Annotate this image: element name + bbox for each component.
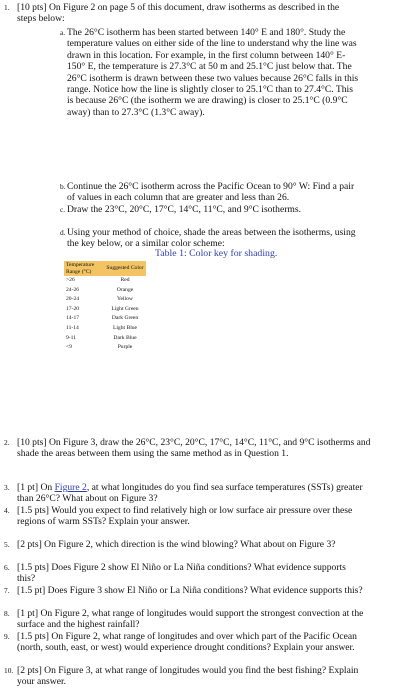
sub-text: Draw the 23°C, 20°C, 17°C, 14°C, 11°C, and 9°C isotherms.	[67, 204, 301, 215]
range-cell: 24-26	[66, 286, 80, 293]
sub-marker: d.	[60, 228, 66, 237]
sub-text: Continue the 26°C isotherm across the Pacific Ocean to 90° W: Find a pair of values in each column that are greater and less than 26.	[67, 181, 355, 204]
color-cell: Orange	[116, 286, 134, 293]
question-7	[4, 585, 379, 596]
question-1c	[60, 204, 340, 215]
table-row	[64, 324, 146, 334]
question-text-lead: [1 pt] On	[17, 482, 55, 493]
range-cell: 11-14	[66, 324, 79, 331]
question-text: [10 pts] On Figure 3, draw the 26°C, 23°C, 20°C, 17°C, 14°C, 11°C, and 9°C isotherms and shade the areas between them using the same method as in Question 1.	[17, 437, 371, 460]
table-header-row	[64, 261, 146, 276]
range-cell: 9-11	[66, 334, 77, 341]
question-text	[4, 482, 364, 505]
question-number: 4.	[4, 506, 10, 515]
question-1d	[60, 227, 360, 250]
color-cell: Dark Blue	[113, 334, 137, 341]
question-4	[4, 505, 359, 528]
range-cell: 20-24	[66, 296, 80, 303]
sub-marker: c.	[60, 205, 66, 214]
question-number: 9.	[4, 632, 10, 641]
table-row	[64, 314, 146, 324]
question-number: 2.	[4, 438, 10, 447]
question-number: 3.	[4, 483, 10, 492]
question-number: 1.	[4, 3, 10, 12]
question-1b	[60, 181, 360, 204]
range-cell: 14-17	[66, 315, 80, 322]
question-10	[4, 665, 374, 688]
question-text: [10 pts] On Figure 2 on page 5 of this document, draw isotherms as described in the steps below:	[17, 2, 340, 25]
question-5	[4, 539, 359, 550]
question-number: 7.	[4, 586, 10, 595]
sub-marker: a.	[60, 28, 66, 37]
question-number: 5.	[4, 540, 10, 549]
range-cell: >26	[66, 277, 75, 283]
table-row	[64, 334, 146, 344]
header-temperature-range: Temperature Range (°C)	[64, 261, 104, 276]
question-text: [1 pt] On Figure 2, what range of longitudes would support the strongest convection at the surface and the highest rainfall?	[17, 608, 364, 631]
range-cell: 17-20	[66, 305, 80, 312]
color-key-table	[64, 261, 146, 353]
question-2	[4, 437, 389, 460]
question-1	[4, 2, 404, 25]
range-cell: <9	[66, 344, 72, 351]
color-cell: Red	[120, 277, 130, 283]
table-row	[64, 276, 146, 286]
color-cell: Light Green	[111, 305, 139, 312]
color-cell: Light Blue	[112, 324, 138, 331]
table-caption: Table 1: Color key for shading.	[155, 248, 278, 259]
question-text: [2 pts] On Figure 3, at what range of longitudes would you find the best fishing? Explain your answer.	[17, 665, 359, 688]
question-8	[4, 608, 364, 631]
color-cell: Yellow	[117, 296, 133, 303]
question-text: [1.5 pts] Does Figure 2 show El Niño or La Niña conditions? What evidence supports this?	[17, 562, 346, 585]
question-9	[4, 631, 364, 654]
question-6	[4, 562, 359, 585]
question-text: [1.5 pt] Does Figure 3 show El Niño or La Niña conditions? What evidence supports this?	[17, 585, 363, 596]
sub-marker: b.	[60, 182, 66, 191]
question-text-rest: , at what longitudes do you find sea surface temperatures (SSTs) greater than 26°C? What about on Figure 3?	[17, 482, 363, 505]
question-number: 8.	[4, 609, 10, 618]
color-cell: Purple	[117, 344, 133, 351]
sub-text: Using your method of choice, shade the areas between the isotherms, using the key below, or a similar color scheme:	[67, 227, 356, 250]
table-row	[64, 295, 146, 305]
color-cell: Dark Green	[111, 315, 139, 322]
question-text: [1.5 pts] On Figure 2, what range of longitudes and over which part of the Pacific Ocean (north, south, east, or west) would experience drought conditions? Explain your answer.	[17, 631, 357, 654]
question-number: 10.	[4, 666, 14, 675]
table-row	[64, 343, 146, 353]
sub-text: The 26°C isotherm has been started between 140° E and 180°. Study the temperature values on either side of the line to understand why the line was drawn in this location. For example, in the first column between 140° E-150° E, the temperature is 27.3°C at 50 m and 25.1°C just below that. The 26°C isotherm is drawn between these two values because 26°C falls in this range. Notice how the line is slightly closer to 25.1°C than to 27.4°C. This is because 26°C (the isotherm we are drawing) is closer to 25.1°C (0.9°C away) than to 27.3°C (1.3°C away).	[67, 27, 359, 118]
question-1a	[60, 27, 360, 118]
table-row	[64, 305, 146, 315]
table-row	[64, 286, 146, 296]
question-text: [1.5 pts] Would you expect to find relatively high or low surface air pressure over these regions of warm SSTs? Explain your answer.	[17, 505, 353, 528]
header-suggested-color: Suggested Color	[104, 261, 146, 276]
figure-2-link[interactable]: Figure 2	[54, 482, 87, 493]
question-3	[4, 482, 364, 505]
question-number: 6.	[4, 563, 10, 572]
question-text: [2 pts] On Figure 2, which direction is the wind blowing? What about on Figure 3?	[17, 539, 336, 550]
